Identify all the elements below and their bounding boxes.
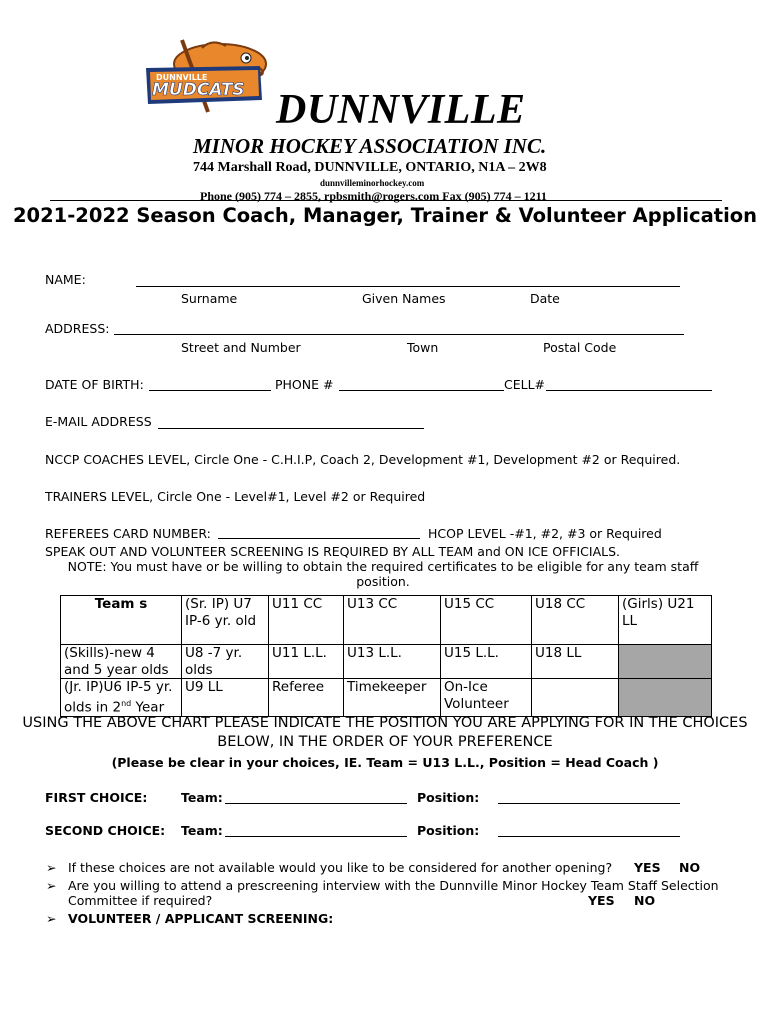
instruction-text: USING THE ABOVE CHART PLEASE INDICATE THE POSITION YOU ARE APPLYING FOR IN THE CHOICES BELOW, IN THE ORDER OF YOUR PREFERENCE	[22, 715, 748, 750]
first-choice-position-label: Position:	[417, 790, 480, 805]
first-choice-position-field[interactable]	[498, 803, 680, 804]
mudcat-fish-icon	[142, 38, 274, 120]
date-caption: Date	[530, 291, 560, 306]
cell-text: Year	[131, 699, 165, 715]
dob-label: DATE OF BIRTH:	[45, 377, 144, 392]
org-address: 744 Marshall Road, DUNNVILLE, ONTARIO, N1A – 2W8	[193, 160, 547, 175]
table-cell: U9 LL	[182, 679, 269, 717]
bullet-prescreening-cont: Committee if required?	[68, 893, 213, 908]
referees-card-label: REFEREES CARD NUMBER:	[45, 526, 211, 541]
speak-out-text: SPEAK OUT AND VOLUNTEER SCREENING IS REQUIRED BY ALL TEAM and ON ICE OFFICIALS.	[45, 544, 620, 559]
svg-text:MUDCATS: MUDCATS	[152, 80, 245, 100]
second-choice-position-field[interactable]	[498, 836, 680, 837]
table-cell: U11 L.L.	[269, 645, 344, 679]
table-cell: U15 L.L.	[441, 645, 532, 679]
email-field[interactable]	[158, 428, 424, 429]
org-name: DUNNVILLE	[276, 87, 526, 133]
phone-label: PHONE #	[275, 377, 334, 392]
table-row	[61, 679, 712, 717]
arrow-bullet-icon: ➢	[46, 860, 57, 875]
table-cell: (Girls) U21 LL	[619, 596, 712, 645]
prescreening-yes[interactable]: YES	[588, 893, 615, 908]
trainers-level-text: TRAINERS LEVEL, Circle One - Level#1, Level #2 or Required	[45, 489, 426, 504]
table-cell-shaded	[619, 679, 712, 717]
table-cell: (Skills)-new 4 and 5 year olds	[61, 645, 182, 679]
svg-text:DUNNVILLE: DUNNVILLE	[156, 73, 208, 82]
second-choice-position-label: Position:	[417, 823, 480, 838]
table-cell: U11 CC	[269, 596, 344, 645]
table-row	[61, 645, 712, 679]
table-cell: U8 -7 yr. olds	[182, 645, 269, 679]
name-field[interactable]	[136, 286, 680, 287]
hcop-level-text: HCOP LEVEL -#1, #2, #3 or Required	[428, 526, 662, 541]
table-cell: Referee	[269, 679, 344, 717]
name-label: NAME:	[45, 272, 86, 287]
positions-table	[60, 595, 712, 717]
org-contact: Phone (905) 774 – 2855, rpbsmith@rogers.com Fax (905) 774 – 1211	[200, 189, 547, 203]
other-opening-yes[interactable]: YES	[634, 860, 661, 875]
cell-text: (Jr. IP)U6 IP-5 yr. olds in 2	[64, 679, 173, 715]
table-cell-shaded	[619, 645, 712, 679]
bullet-screening: VOLUNTEER / APPLICANT SCREENING:	[68, 911, 334, 926]
org-website: dunnvilleminorhockey.com	[320, 178, 425, 188]
second-choice-team-field[interactable]	[225, 836, 407, 837]
table-row	[61, 596, 712, 645]
cell-field[interactable]	[546, 390, 712, 391]
arrow-bullet-icon: ➢	[46, 911, 57, 926]
bullet-prescreening: Are you willing to attend a prescreening interview with the Dunnville Minor Hockey Team Staff Selection	[68, 878, 719, 893]
table-cell: U13 CC	[344, 596, 441, 645]
postal-code-caption: Postal Code	[543, 340, 617, 355]
table-cell: (Sr. IP) U7 IP-6 yr. old	[182, 596, 269, 645]
first-choice-label: FIRST CHOICE:	[45, 790, 148, 805]
table-cell	[532, 679, 619, 717]
table-cell: Timekeeper	[344, 679, 441, 717]
given-names-caption: Given Names	[362, 291, 446, 306]
arrow-bullet-icon: ➢	[46, 878, 57, 893]
instruction-example: (Please be clear in your choices, IE. Team = U13 L.L., Position = Head Coach )	[111, 755, 659, 770]
email-label: E-MAIL ADDRESS	[45, 414, 152, 429]
address-field[interactable]	[114, 334, 684, 335]
second-choice-team-label: Team:	[181, 823, 223, 838]
cell-label: CELL#	[504, 377, 546, 392]
table-cell	[61, 679, 182, 717]
dob-field[interactable]	[149, 390, 271, 391]
town-caption: Town	[407, 340, 439, 355]
mudcats-logo	[142, 38, 274, 120]
second-choice-label: SECOND CHOICE:	[45, 823, 166, 838]
table-cell: Team s	[61, 596, 182, 645]
street-caption: Street and Number	[181, 340, 301, 355]
first-choice-team-field[interactable]	[225, 803, 407, 804]
table-cell: U15 CC	[441, 596, 532, 645]
table-cell: U18 CC	[532, 596, 619, 645]
prescreening-no[interactable]: NO	[634, 893, 656, 908]
first-choice-team-label: Team:	[181, 790, 223, 805]
header-divider	[50, 200, 722, 201]
table-cell: U13 L.L.	[344, 645, 441, 679]
form-title: 2021-2022 Season Coach, Manager, Trainer & Volunteer Application	[12, 204, 758, 227]
org-subtitle: MINOR HOCKEY ASSOCIATION INC.	[193, 134, 547, 158]
other-opening-no[interactable]: NO	[679, 860, 701, 875]
note-text: NOTE: You must have or be willing to obtain the required certificates to be eligible for any team staff position.	[67, 559, 699, 589]
phone-field[interactable]	[339, 390, 504, 391]
nccp-level-text: NCCP COACHES LEVEL, Circle One - C.H.I.P, Coach 2, Development #1, Development #2 or Required.	[45, 452, 681, 467]
address-label: ADDRESS:	[45, 321, 110, 336]
table-cell: On-Ice Volunteer	[441, 679, 532, 717]
bullet-other-opening: If these choices are not available would you like to be considered for another opening?	[68, 860, 613, 875]
referees-card-field[interactable]	[218, 538, 420, 539]
surname-caption: Surname	[181, 291, 238, 306]
table-cell: U18 LL	[532, 645, 619, 679]
cell-superscript: nd	[121, 698, 132, 708]
